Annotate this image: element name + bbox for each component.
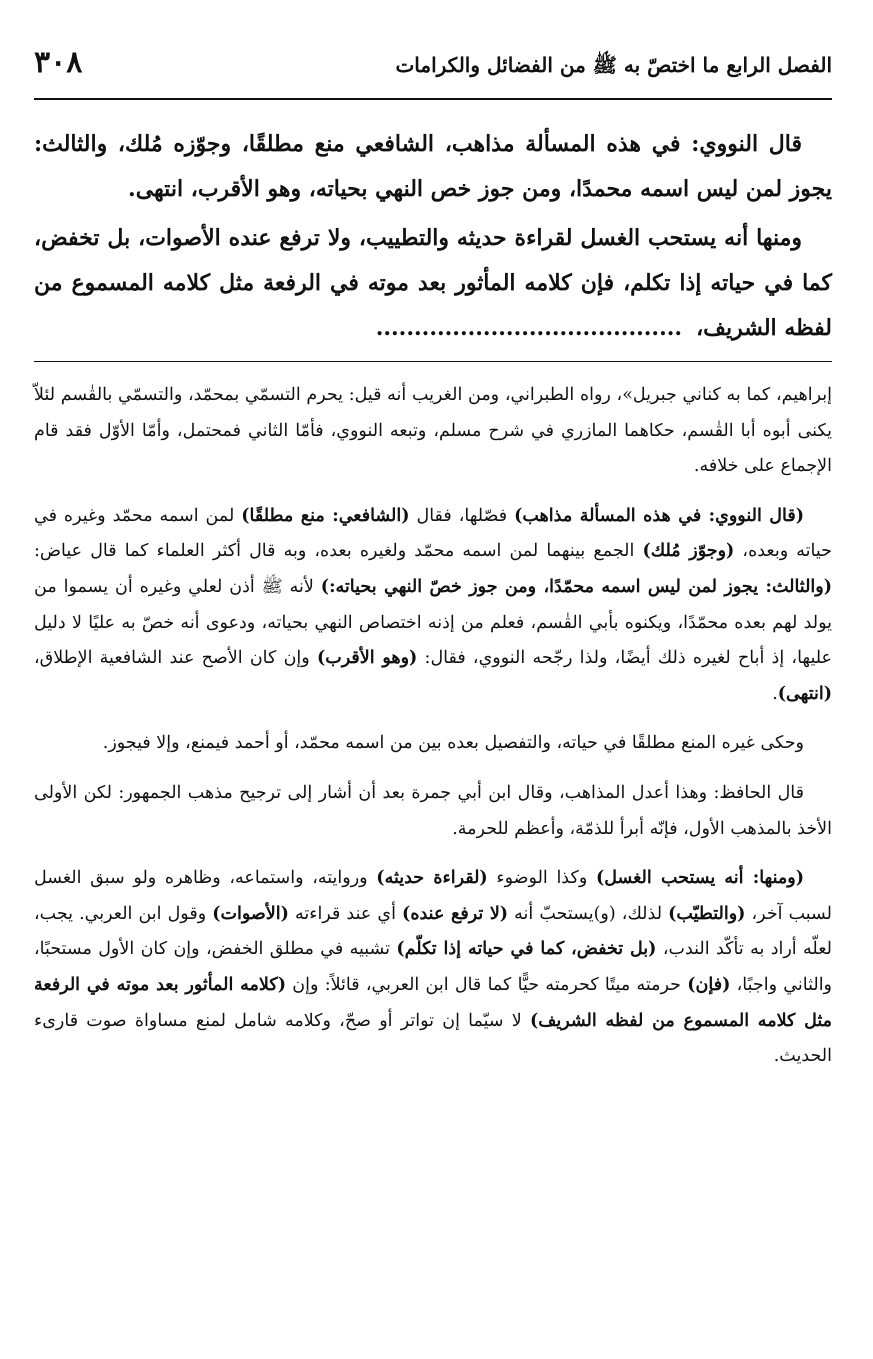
quoted-matn: (وهو الأقرب) [316,648,418,669]
commentary-text: إبراهيم، كما به كناني جبريل»، رواه الطبراني، ومن الغريب أنه قيل: يحرم التسمّي بمحمّد، والتسمّي بالقٰسم لئلاّ يكنى أبوه أبا القٰسم، حكاهما المازري في شرح مسلم، وتبعه النووي، فأمّا الثاني فمحتمل، وأمّا الأوّل فقد قام الإجماع على خلافه. [34,385,832,477]
book-page [34,45,833,1089]
quoted-matn: (الشافعي: منع مطلقًا) [241,505,410,526]
commentary-text: لذلك، (و)يستحبّ أنه [508,903,669,924]
main-text-paragraph-1: قال النووي: في هذه المسألة مذاهب، الشافعي منع مطلقًا، وجوّزه مُلك، والثالث: يجوز لمن ليس اسمه محمدًا، ومن جوز خص النهي بحياته، وهو الأقرب، انتهى. [34,131,832,202]
running-header [34,45,832,92]
header-rule [34,98,832,100]
main-text-paragraph-2-text: ومنها أنه يستحب الغسل لقراءة حديثه والتطييب، ولا ترفع عنده الأصوات، بل تخفض، كما في حياته إذا تكلم، فإن كلامه المأثور بعد موته في الرفعة مثل كلامه المسموع من لفظه الشريف، [34,225,832,341]
quoted-matn: (كلامه المأثور بعد موته في الرفعة مثل كلامه المسموع من لفظه الشريف) [34,974,832,1031]
main-text-paragraph-2 [34,216,832,351]
commentary-paragraph-5 [34,861,832,1075]
commentary-text: لا سيّما إن تواتر أو صحّ، وكلامه شامل لمنع مساواة صوت قارىء الحديث. [34,1010,832,1067]
commentary-text: . [772,683,778,704]
page-number: ٣٠٨ [34,45,83,80]
quoted-matn: (فإن) [687,974,731,995]
commentary-text: أي عند قراءته [288,903,403,924]
quoted-matn: (وجوّز مُلك) [642,541,735,562]
commentary-paragraph-2 [34,499,832,713]
commentary-text: حرمته ميتًا كحرمته حيًّا كما قال ابن العربي، قائلاً: وإن [286,974,688,995]
quoted-matn: (لا ترفع عنده) [402,903,509,924]
commentary-text: وكذا الوضوء [487,868,596,889]
footnote-separator [34,361,832,362]
commentary-text: وقول ابن العربي. يجب، لعلّه أراد به تأكّد الندب، [34,903,832,960]
continuation-dots: ........................................ [375,315,683,341]
commentary-paragraph-3 [34,726,832,762]
main-text [34,122,832,351]
commentary-paragraph-4 [34,776,832,847]
quoted-matn: (ومنها: أنه يستحب الغسل) [595,868,804,889]
commentary-text: وإن كان الأصح عند الشافعية الإطلاق، [34,648,317,669]
commentary-paragraph-1 [34,378,832,485]
commentary-text: قال الحافظ: وهذا أعدل المذاهب، وقال ابن أبي جمرة بعد أن أشار إلى ترجيح مذهب الجمهور: لكن الأولى الأخذ بالمذهب الأول، فإنّه أبرأ للذمّة، وأعظم للحرمة. [34,782,832,839]
commentary-text: الجمع بينهما لمن اسمه محمّد ولغيره بعده، وبه قال أكثر العلماء كما قال عياض: [34,541,643,562]
quoted-matn: (قال النووي: في هذه المسألة مذاهب) [514,505,805,526]
commentary-text: لأنه ﷺ أذن لعلي وغيره أن يسموا من يولد لهم بعده محمّدًا، ويكنوه بأبي القٰسم، فعلم من إذنه اختصاص النهي بحياته، ودعوى أنه خصّ به عليًا لا دليل عليها، إذ أباح لغيره ذلك أيضًا، ولذا رجّحه النووي، فقال: [34,576,832,669]
quoted-matn: (الأصوات) [212,903,289,924]
commentary-text: وروايته، واستماعه، وظاهره ولو سبق الغسل لسبب آخر، [34,868,832,924]
quoted-matn: (بل تخفض، كما في حياته إذا تكلّم) [396,939,657,960]
quoted-matn: (والتطيّب) [668,903,746,924]
quoted-matn: (لقراءة حديثه) [376,868,488,889]
quoted-matn: (والثالث: يجوز لمن ليس اسمه محمّدًا، ومن جوز خصّ النهي بحياته:) [320,576,832,597]
chapter-title: الفصل الرابع ما اختصّ به ﷺ من الفضائل والكرامات [395,53,832,77]
quoted-matn: (انتهى) [777,683,832,704]
commentary-text: فصّلها، فقال [409,505,515,526]
commentary [34,378,832,1075]
commentary-text: تشبيه في مطلق الخفض، وإن كان الأول مستحبًا، والثاني واجبًا، [34,939,833,995]
commentary-text: وحكى غيره المنع مطلقًا في حياته، والتفصيل بعده بين من اسمه محمّد، أو أحمد فيمنع، وإلا فيجوز. [102,733,804,754]
commentary-text: لمن اسمه محمّد وغيره في حياته وبعده، [34,505,832,562]
